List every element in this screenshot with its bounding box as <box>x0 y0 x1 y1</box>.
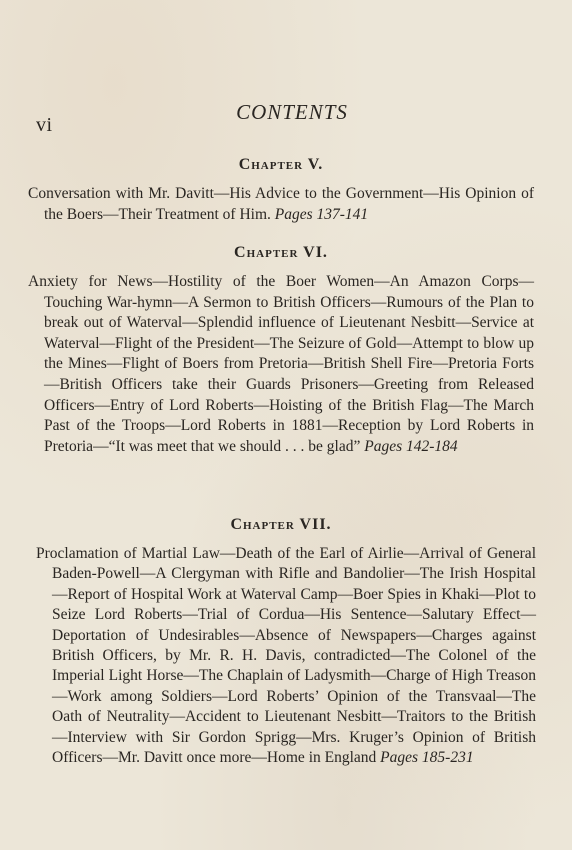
page-range: Pages 137-141 <box>274 205 369 223</box>
chapter-summary <box>36 544 536 768</box>
chapter-summary <box>28 184 534 225</box>
page-range: Pages 142-184 <box>364 437 458 455</box>
chapter-heading: Chapter VII. <box>230 516 332 533</box>
chapter-heading: Chapter V. <box>238 156 324 173</box>
page-range: Pages 185-231 <box>380 749 474 767</box>
summary-text: Anxiety for News—Hostility of the Boer Women—An Amazon Corps—Touching War-hymn—A Sermon to British Officers—Rumours of the Plan to break out of Waterval—Splendid influence of Lieutenant Nesbitt—Service at Waterval—Flight of the President—The Seizure of Gold—Attempt to blow up the Mines—Flight of Boers from Pretoria—British Shell Fire—Pretoria Forts—British Officers take their Guards Prisoners—Greeting from Released Officers—Entry of Lord Roberts—Hoisting of the British Flag—The March Past of the Troops—Lord Roberts in 1881—Reception by Lord Roberts in Pretoria—“It was meet that we should . . . be glad” <box>28 273 534 455</box>
running-head: CONTENTS <box>236 100 348 124</box>
chapter-summary <box>28 272 534 457</box>
summary-text: Proclamation of Martial Law—Death of the Earl of Airlie—Arrival of General Baden-Powell—A Clergyman with Rifle and Bandolier—The Irish Hospital—Report of Hospital Work at Waterval Camp—Boer Spies in Khaki—Plot to Seize Lord Roberts—Trial of Cordua—His Sentence—Salutary Effect—Deportation of Undesirables—Absence of Newspapers—Charges against British Officers, by Mr. R. H. Davis, contradicted—The Colonel of the Imperial Light Horse—The Chaplain of Ladysmith—Charge of High Treason—Work among Soldiers—Lord Roberts’ Opinion of the Transvaal—The Oath of Neutrality—Accident to Lieutenant Nesbitt—Traitors to the British—Interview with Sir Gordon Sprigg—Mrs. Kruger’s Opinion of British Officers—Mr. Davitt once more—Home in England <box>36 545 536 767</box>
chapter-v-entry <box>28 156 534 225</box>
chapter-vii-entry <box>36 516 536 768</box>
chapter-vi-entry <box>28 244 534 457</box>
chapter-heading: Chapter VI. <box>234 244 328 261</box>
summary-text: Conversation with Mr. Davitt—His Advice to the Government—His Opinion of the Boers—Their Treatment of Him. <box>28 185 534 223</box>
page-number: vi <box>36 114 53 136</box>
